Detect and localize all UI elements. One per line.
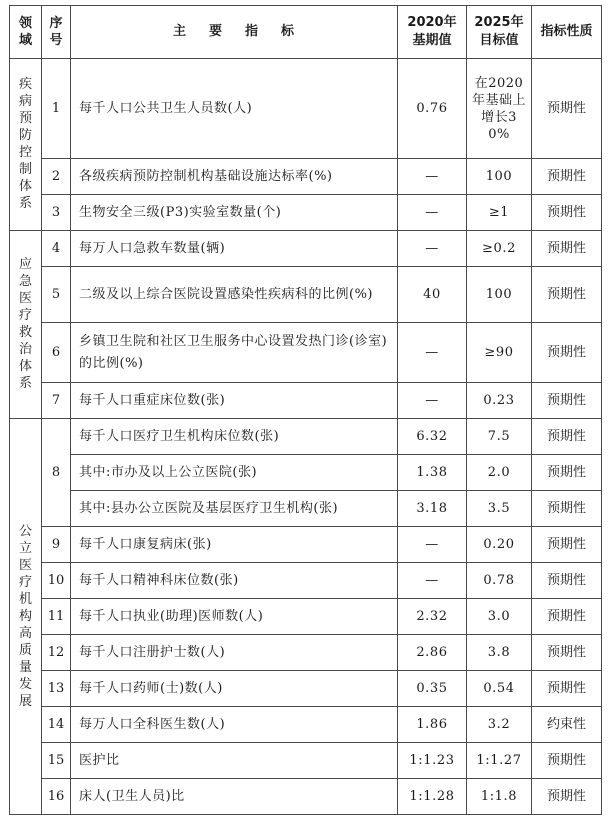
table-row <box>10 231 602 267</box>
row-target: 1:1.8 <box>467 779 532 815</box>
row-target: 3.2 <box>467 707 532 743</box>
row-indicator: 每千人口公共卫生人员数(人) <box>71 59 398 159</box>
row-nature: 预期性 <box>532 455 602 491</box>
row-base: 6.32 <box>398 419 467 455</box>
row-seq: 2 <box>42 159 71 195</box>
row-base: 1:1.28 <box>398 779 467 815</box>
row-base: 1.38 <box>398 455 467 491</box>
header-seq: 序号 <box>42 6 71 59</box>
row-nature: 预期性 <box>532 779 602 815</box>
row-seq: 1 <box>42 59 71 159</box>
table-row <box>10 635 602 671</box>
header-domain: 领域 <box>10 6 42 59</box>
row-target: ≥90 <box>467 323 532 383</box>
row-nature: 预期性 <box>532 491 602 527</box>
row-nature: 预期性 <box>532 635 602 671</box>
row-base: 0.76 <box>398 59 467 159</box>
row-seq: 8 <box>42 419 71 527</box>
table-row <box>10 323 602 383</box>
row-indicator: 每千人口药师(士)数(人) <box>71 671 398 707</box>
table-row <box>10 671 602 707</box>
row-base: 0.35 <box>398 671 467 707</box>
header-base-year: 2020年 基期值 <box>398 6 467 59</box>
row-target: 0.78 <box>467 563 532 599</box>
row-nature: 预期性 <box>532 383 602 419</box>
row-nature: 约束性 <box>532 707 602 743</box>
row-indicator: 每千人口注册护士数(人) <box>71 635 398 671</box>
row-seq: 15 <box>42 743 71 779</box>
row-seq: 5 <box>42 267 71 323</box>
row-base: — <box>398 527 467 563</box>
header-main-indicator: 主 要 指 标 <box>71 6 398 59</box>
row-target: ≥1 <box>467 195 532 231</box>
row-seq: 6 <box>42 323 71 383</box>
domain-emergency-treatment: 应急医疗救治体系 <box>10 231 42 419</box>
row-target: 在2020年基础上增长30% <box>467 59 532 159</box>
table-row <box>10 267 602 323</box>
row-indicator: 床人(卫生人员)比 <box>71 779 398 815</box>
row-seq: 13 <box>42 671 71 707</box>
row-seq: 10 <box>42 563 71 599</box>
row-nature: 预期性 <box>532 231 602 267</box>
row-indicator: 生物安全三级(P3)实验室数量(个) <box>71 195 398 231</box>
table-row <box>10 743 602 779</box>
row-target: 3.8 <box>467 635 532 671</box>
row-target: 0.20 <box>467 527 532 563</box>
table-row <box>10 419 602 455</box>
row-target: 7.5 <box>467 419 532 455</box>
row-target: 3.5 <box>467 491 532 527</box>
row-indicator: 二级及以上综合医院设置感染性疾病科的比例(%) <box>71 267 398 323</box>
table-row <box>10 59 602 159</box>
indicator-table <box>9 5 602 815</box>
row-base: — <box>398 383 467 419</box>
row-seq: 14 <box>42 707 71 743</box>
row-indicator: 每千人口执业(助理)医师数(人) <box>71 599 398 635</box>
row-base: 3.18 <box>398 491 467 527</box>
row-indicator: 其中:县办公立医院及基层医疗卫生机构(张) <box>71 491 398 527</box>
row-seq: 3 <box>42 195 71 231</box>
row-target: 0.23 <box>467 383 532 419</box>
table-row <box>10 159 602 195</box>
row-indicator: 每万人口全科医生数(人) <box>71 707 398 743</box>
table-row <box>10 707 602 743</box>
row-target: 0.54 <box>467 671 532 707</box>
row-base: 2.32 <box>398 599 467 635</box>
row-indicator: 乡镇卫生院和社区卫生服务中心设置发热门诊(诊室)的比例(%) <box>71 323 398 383</box>
row-nature: 预期性 <box>532 159 602 195</box>
table-row <box>10 779 602 815</box>
row-indicator: 每千人口重症床位数(张) <box>71 383 398 419</box>
table-row <box>10 195 602 231</box>
row-nature: 预期性 <box>532 323 602 383</box>
row-nature: 预期性 <box>532 527 602 563</box>
row-seq: 11 <box>42 599 71 635</box>
row-nature: 预期性 <box>532 419 602 455</box>
row-indicator: 每千人口康复病床(张) <box>71 527 398 563</box>
row-base: 1:1.23 <box>398 743 467 779</box>
row-target: 1:1.27 <box>467 743 532 779</box>
row-seq: 4 <box>42 231 71 267</box>
header-target-year: 2025年 目标值 <box>467 6 532 59</box>
row-base: — <box>398 195 467 231</box>
row-indicator: 各级疾病预防控制机构基础设施达标率(%) <box>71 159 398 195</box>
row-indicator: 每千人口精神科床位数(张) <box>71 563 398 599</box>
row-seq: 9 <box>42 527 71 563</box>
table-row <box>10 491 602 527</box>
row-nature: 预期性 <box>532 599 602 635</box>
table-row <box>10 563 602 599</box>
row-base: 40 <box>398 267 467 323</box>
row-seq: 16 <box>42 779 71 815</box>
row-base: — <box>398 563 467 599</box>
row-nature: 预期性 <box>532 59 602 159</box>
row-target: 2.0 <box>467 455 532 491</box>
row-target: 100 <box>467 159 532 195</box>
row-nature: 预期性 <box>532 195 602 231</box>
row-seq: 7 <box>42 383 71 419</box>
row-target: 100 <box>467 267 532 323</box>
row-indicator: 每千人口医疗卫生机构床位数(张) <box>71 419 398 455</box>
row-nature: 预期性 <box>532 671 602 707</box>
row-indicator: 其中:市办及以上公立医院(张) <box>71 455 398 491</box>
row-target: 3.0 <box>467 599 532 635</box>
row-seq: 12 <box>42 635 71 671</box>
table-row <box>10 599 602 635</box>
row-nature: 预期性 <box>532 563 602 599</box>
row-base: 2.86 <box>398 635 467 671</box>
table-row <box>10 527 602 563</box>
domain-public-hospital-development: 公立医疗机构高质量发展 <box>10 419 42 815</box>
domain-disease-control: 疾病预防控制体系 <box>10 59 42 231</box>
row-base: — <box>398 159 467 195</box>
row-indicator: 医护比 <box>71 743 398 779</box>
row-target: ≥0.2 <box>467 231 532 267</box>
row-base: — <box>398 231 467 267</box>
row-nature: 预期性 <box>532 743 602 779</box>
header-nature: 指标性质 <box>532 6 602 59</box>
table-row <box>10 455 602 491</box>
row-base: 1.86 <box>398 707 467 743</box>
row-indicator: 每万人口急救车数量(辆) <box>71 231 398 267</box>
row-base: — <box>398 323 467 383</box>
table-row <box>10 383 602 419</box>
header-row <box>10 6 602 59</box>
row-nature: 预期性 <box>532 267 602 323</box>
